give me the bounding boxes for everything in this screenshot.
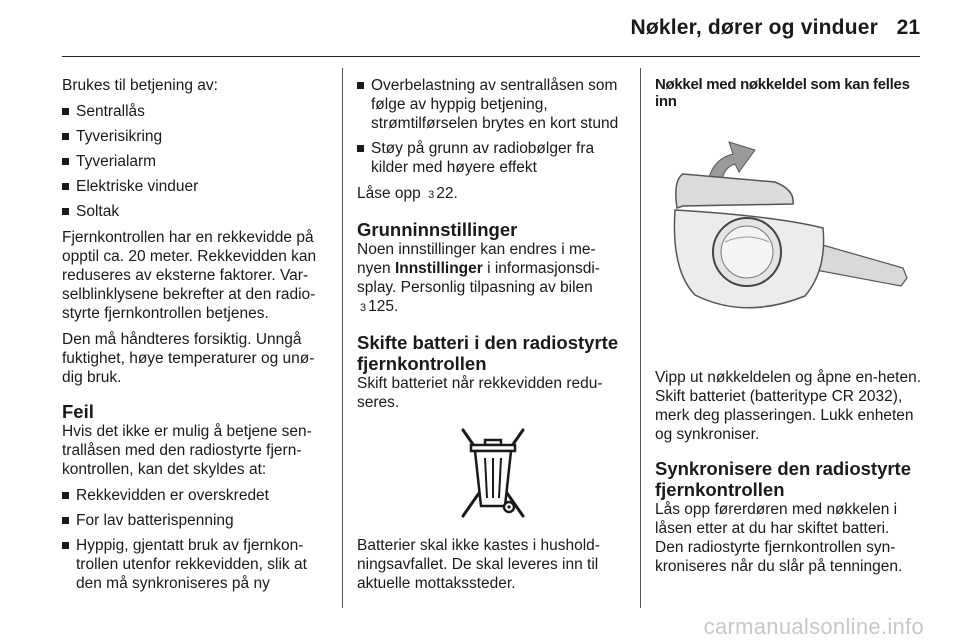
basic-text-1: Noen innstillinger kan endres i me-nyen: [357, 241, 596, 277]
column-1: [62, 76, 332, 600]
column-divider: [640, 68, 641, 608]
watermark: carmanualsonline.info: [703, 614, 924, 639]
basic-text-2: i informasjonsdi-splay. Personlig tilpasning av bilen: [357, 260, 600, 296]
list-item: For lav batterispenning: [62, 511, 332, 530]
range-paragraph: Fjernkontrollen har en rekkevidde på opptil ca. 20 meter. Rekkevidden kan reduseres av eksterne faktorer. Var-selblinklysene bekrefter at den radio-styrte fjernkontrollen betjenes.: [62, 229, 317, 322]
fault-causes-list: [62, 486, 332, 593]
battery-heading: Skifte batteri i den radiostyrte fjernkontrollen: [357, 332, 619, 374]
intro-text: Brukes til betjening av:: [62, 77, 218, 94]
page-reference-arrow-icon: 3: [360, 302, 367, 314]
list-item: Soltak: [62, 202, 332, 221]
care-paragraph: Den må håndteres forsiktig. Unngå fuktighet, høye temperaturer og unø-dig bruk.: [62, 331, 315, 386]
disposal-paragraph: Batterier skal ikke kastes i hushold-ningsavfallet. De skal leveres inn til aktuelle mottakssteder.: [357, 537, 600, 592]
settings-menu-name: Innstillinger: [394, 260, 483, 277]
list-item: Hyppig, gjentatt bruk av fjernkon-trollen utenfor rekkevidden, slik at den må synkroniseres på ny: [62, 536, 332, 593]
foldable-key-heading: Nøkkel med nøkkeldel som kan felles inn: [655, 76, 910, 110]
list-item: Rekkevidden er overskredet: [62, 486, 332, 505]
list-item: Tyverisikring: [62, 127, 332, 146]
list-item: Elektriske vinduer: [62, 177, 332, 196]
crossed-bin-icon: [459, 426, 527, 522]
basic-settings-paragraph: [357, 240, 619, 318]
list-item: Støy på grunn av radiobølger fra kilder med høyere effekt: [357, 139, 619, 177]
fault-heading: Feil: [62, 401, 94, 422]
page-reference[interactable]: 22.: [436, 185, 458, 202]
list-item: Overbelastning av sentrallåsen som følge av hyppig betjening, strømtilførselen brytes en kort stund: [357, 76, 619, 133]
page-reference[interactable]: 125.: [368, 298, 399, 315]
header-rule: [62, 56, 920, 57]
key-paragraph: Vipp ut nøkkeldelen og åpne en-heten. Skift batteriet (batteritype CR 2032), merk deg plasseringen. Lukk enheten og synkroniser.: [655, 369, 921, 443]
uses-list: [62, 102, 332, 221]
sync-heading: Synkronisere den radiostyrte fjernkontrollen: [655, 458, 912, 500]
sync-paragraph: Lås opp førerdøren med nøkkelen i låsen etter at du har skiftet batteri. Den radiostyrte fjernkontrollen syn-kroniseres når du slår på tenningen.: [655, 501, 903, 575]
key-fob-battery-illustration: [655, 120, 917, 358]
page-reference-arrow-icon: 3: [428, 189, 435, 201]
column-2: [357, 76, 619, 600]
battery-paragraph: Skift batteriet når rekkevidden redu-seres.: [357, 375, 603, 411]
basic-settings-heading: Grunninnstillinger: [357, 219, 518, 240]
unlock-paragraph: [357, 184, 619, 205]
column-divider: [342, 68, 343, 608]
list-item: Tyverialarm: [62, 152, 332, 171]
fault-paragraph: Hvis det ikke er mulig å betjene sen-trallåsen med den radiostyrte fjern-kontrollen, kan det skyldes at:: [62, 423, 312, 478]
page-header-title: Nøkler, dører og vinduer: [630, 16, 878, 39]
more-causes-list: [357, 76, 619, 177]
page-number: 21: [896, 16, 920, 39]
column-3: [655, 76, 921, 583]
unlock-text: Låse opp: [357, 185, 421, 202]
list-item: Sentrallås: [62, 102, 332, 121]
